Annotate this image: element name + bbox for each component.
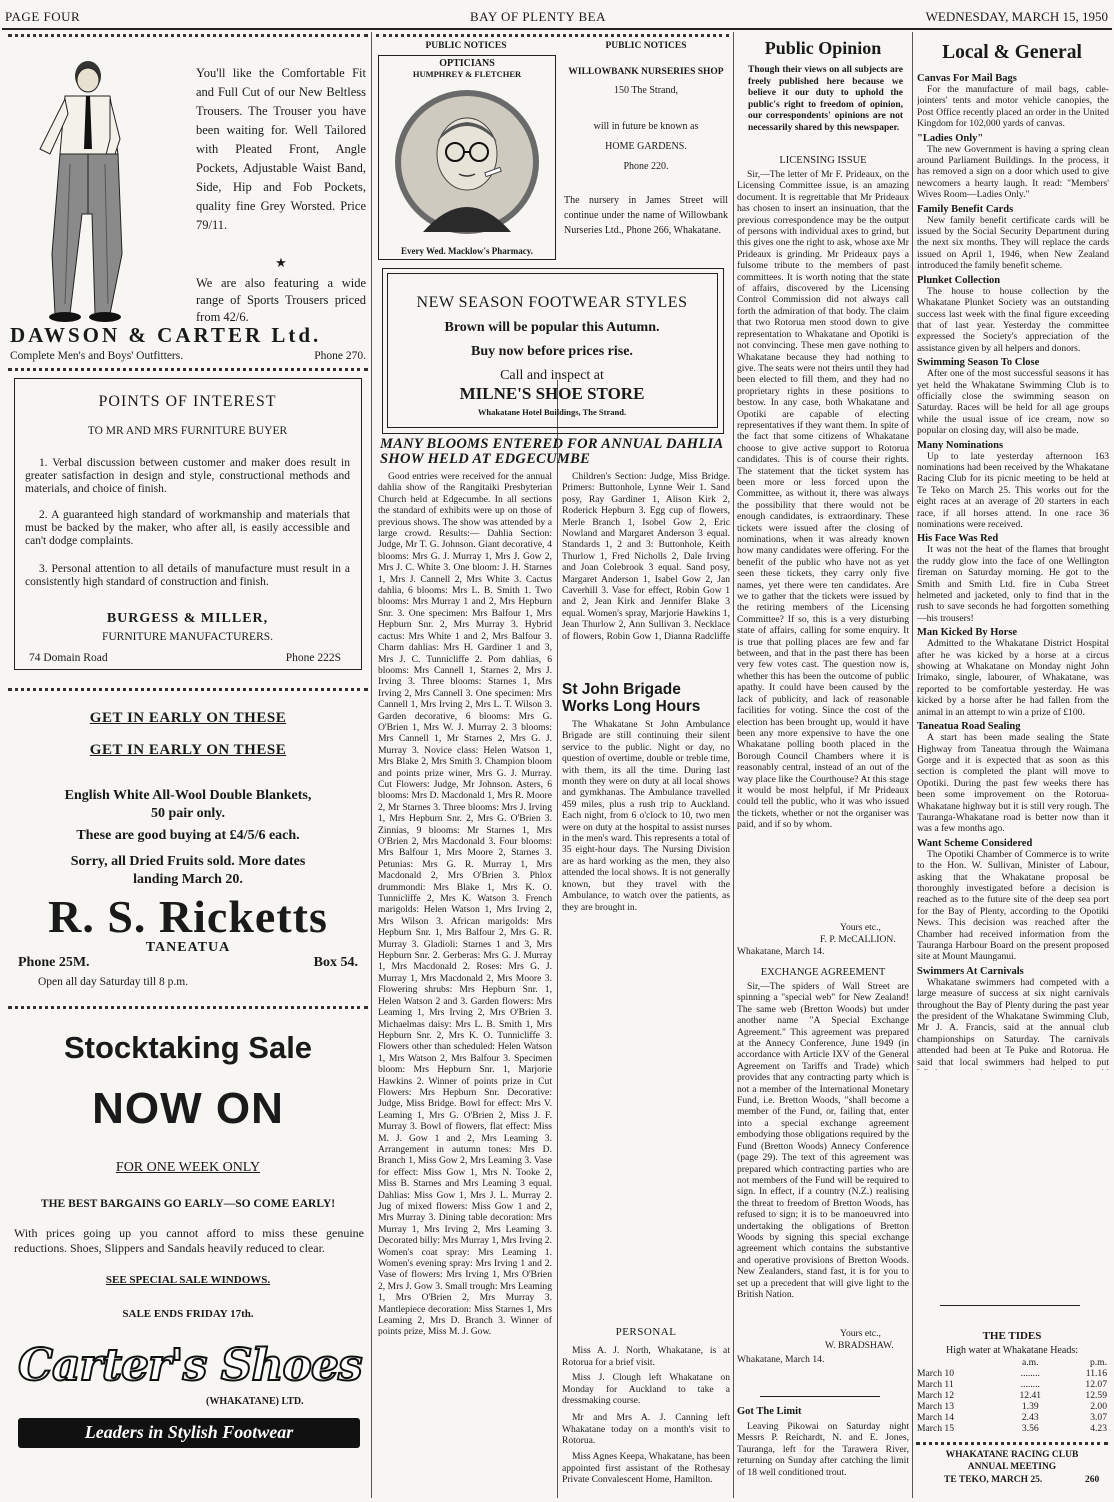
news-item: [917, 627, 1109, 718]
ricketts-line-2: 50 pair only.: [150, 806, 226, 821]
carters-logo: [18, 1340, 360, 1470]
personal-heading: PERSONAL: [615, 1326, 677, 1338]
tide-row: March 11 ........ 12.07: [917, 1379, 1107, 1390]
tide-row: March 10 ........ 11.16: [917, 1368, 1107, 1379]
ricketts-phone: Phone 25M.: [18, 955, 90, 970]
point-1: 1. Verbal discussion between customer and maker does result in greater satisfaction in design and style, constructional methods and materials, and choice of finish.: [25, 457, 350, 495]
ricketts-line-1: English White All-Wool Double Blankets,: [64, 788, 312, 803]
news-item-heading: Man Kicked By Horse: [917, 627, 1018, 639]
news-item-body: Admitted to the Whakatane District Hospital after he was kicked by a horse at a circus showing at Whakatane on Monday night John Irimako, single, labourer, of Whakatane, was reported to be comfortable yesterday. He was kicked by a horse after he had fallen from the animal in an attempt to win a prize of £100.: [917, 638, 1109, 718]
now-on-heading: NOW ON: [92, 1084, 284, 1133]
masthead: [0, 0, 1114, 30]
news-item: [917, 721, 1109, 835]
points-title: POINTS OF INTEREST: [98, 393, 277, 410]
special-windows: SEE SPECIAL SALE WINDOWS.: [105, 1274, 271, 1286]
limit-body: Leaving Pikowai on Saturday night Messrs P. Reichardt, N. and E. Jones, Tauranga, left for the Tarawera River, returning on Sunday after catching the limit of 18 well conditioned trout.: [737, 1421, 909, 1478]
licensing-yours: Yours etc.,: [840, 922, 881, 933]
personal-item: Miss Agnes Keepa, Whakatane, has been appointed first assistant of the Rothesay Private Convalescent Home, Hamilton.: [562, 1451, 730, 1486]
willowbank-new-name: HOME GARDENS.: [605, 141, 687, 152]
section-rule: [760, 1396, 880, 1397]
news-item-heading: His Face Was Red: [917, 533, 999, 545]
local-general-headline: Local & General: [942, 42, 1082, 63]
racing-meeting: ANNUAL MEETING: [967, 1462, 1057, 1472]
news-item-heading: "Ladies Only": [917, 132, 984, 144]
personal-item: Mr and Mrs A. J. Canning left Whakatane today on a month's visit to Rotorua.: [562, 1412, 730, 1447]
news-item-body: A start has been made sealing the State Highway from Taneatua through the Waimana Gorge and it is expected that as soon as this section is completed the plant will move to Opotiki. During the past few weeks there has been some improvement on the Rotorua-Whakatane highway but it is still very rough. The Tauranga-Whakatane road is better now than it was a few months ago.: [917, 732, 1109, 835]
burgess-miller-ad: [14, 378, 362, 670]
ricketts-line-4: Sorry, all Dried Fruits sold. More dates: [70, 854, 306, 869]
willowbank-title: WILLOWBANK NURSERIES SHOP: [568, 67, 724, 77]
paper-name: BAY OF PLENTY BEA: [470, 9, 606, 24]
carters-body: With prices going up you cannot afford to miss these genuine reductions. Shoes, Slippers and Sandals heavily reduced to clear.: [14, 1226, 364, 1255]
racing-venue: TE TEKO, MARCH 25.: [944, 1475, 1043, 1485]
sale-ends: SALE ENDS FRIDAY 17th.: [122, 1308, 254, 1320]
licensing-signature: F. P. McCALLION.: [820, 934, 896, 945]
column-rule: [557, 380, 558, 1498]
news-item-body: After one of the most successful seasons it has yet held the Whakatane Swimming Club is to officially close the swimming season on Saturday. Races will be held for all age groups while the usual issue of ice cream, now so popular on closing day, will also be made.: [917, 368, 1109, 437]
optician-caption: Every Wed. Macklow's Pharmacy.: [400, 246, 534, 256]
ad-border: [8, 688, 368, 691]
logo-slogan: Leaders in Stylish Footwear: [84, 1422, 294, 1442]
tides-table: [917, 1357, 1107, 1434]
milnes-address: Whakatane Hotel Buildings, The Strand.: [477, 407, 627, 417]
star-icon: ★: [275, 255, 287, 270]
ricketts-line-3: These are good buying at £4/5/6 each.: [76, 828, 300, 843]
tides-subheading: High water at Whakatane Heads:: [946, 1345, 1078, 1356]
tides-header-row: [917, 1357, 1107, 1368]
points-subtitle: TO MR AND MRS FURNITURE BUYER: [87, 425, 288, 437]
section-rule: [940, 1305, 1080, 1306]
news-item-body: The house to house collection by the Whakatane Plunket Society was an outstanding success last week with the final figure exceeding that of last year. Yesterday the committee expressed the Society's appreciation of the assistance given by all helpers and donors.: [917, 285, 1109, 354]
tides-heading: THE TIDES: [982, 1330, 1042, 1342]
racing-club-name: WHAKATANE RACING CLUB: [945, 1450, 1079, 1460]
week-only: FOR ONE WEEK ONLY: [115, 1160, 261, 1175]
ad-border: [8, 34, 368, 37]
column-rule: [371, 32, 372, 1498]
burgess-address: 74 Domain Road: [29, 652, 108, 664]
issue-date: WEDNESDAY, MARCH 15, 1950: [925, 9, 1108, 24]
news-item: [917, 133, 1109, 201]
willowbank-notice: [562, 55, 730, 260]
news-item-body: The Opotiki Chamber of Commerce is to write to the Hon. W. Sullivan, Minister of Labour, asking that the Whakatane proposal be thoroughly investigated before a decision is reached as to the future site of the deep sea port for the Bay of Plenty, according to the Opotiki News. This decision was reached after the Chamber had received information from the Tauranga Harbour Board on the present proposed site at Mount Maunganui.: [917, 848, 1109, 963]
ricketts-ad: [8, 700, 368, 1010]
notice-border: [376, 34, 729, 37]
burgess-phone: Phone 222S: [285, 652, 341, 664]
ricketts-town: TANEATUA: [145, 940, 231, 955]
tide-row: March 12 12.41 12.59: [917, 1390, 1107, 1401]
exchange-signature: W. BRADSHAW.: [825, 1340, 894, 1351]
milnes-line-2: Buy now before prices rise.: [471, 344, 633, 359]
racing-border: [916, 1442, 1108, 1445]
news-item-body: New family benefit certificate cards will be issued by the Social Security Department during the next six months. They will replace the cards issued on April 1, 1946, when New Zealand introduced the family benefit scheme.: [917, 214, 1109, 272]
logo-script: Carter's Shoes: [18, 1340, 362, 1391]
dawson-body: You'll like the Comfortable Fit and Full Cut of our New Beltless Trousers. The Trouser you have been waiting for. Well Tailored with Pleated Front, Angle Pockets, Adjustable Waist Band, Side, Hip and Fob Pockets, quality fine Grey Worsted. Price 79/11.: [196, 66, 366, 232]
ad-border: [8, 1006, 368, 1009]
column-rule: [733, 32, 734, 1498]
best-bargains: THE BEST BARGAINS GO EARLY—SO COME EARLY!: [40, 1198, 336, 1210]
exchange-yours: Yours etc.,: [840, 1328, 881, 1339]
milnes-ad: [382, 268, 724, 434]
stocktaking-heading: Stocktaking Sale: [63, 1030, 313, 1065]
news-item: [917, 838, 1109, 963]
milnes-line-3: Call and inspect at: [500, 368, 604, 383]
masthead-rule: [2, 28, 1112, 30]
dawson-tagline: Complete Men's and Boys' Outfitters.: [10, 350, 184, 362]
news-item-heading: Want Scheme Considered: [917, 837, 1033, 849]
exchange-place: Whakatane, March 14.: [737, 1354, 825, 1365]
news-item-heading: Taneatua Road Sealing: [917, 721, 1021, 733]
dawson-phone: Phone 270.: [314, 350, 366, 362]
opticians-label: OPTICIANS: [439, 58, 495, 69]
public-notices-heading: PUBLIC NOTICES: [425, 41, 507, 51]
news-item-heading: Family Benefit Cards: [917, 203, 1014, 215]
optician-portrait: [393, 82, 541, 242]
milnes-name: MILNE'S SHOE STORE: [459, 384, 645, 403]
point-2: 2. A guaranteed high standard of workmanship and materials that must be backed by the maker, who after all, is easily accessible and can't dodge complaints.: [25, 509, 350, 547]
milnes-inner-frame: [387, 273, 718, 428]
willowbank-address: 150 The Strand,: [614, 85, 678, 96]
burgess-subtitle: FURNITURE MANUFACTURERS.: [101, 631, 274, 643]
opinion-headline: Public Opinion: [764, 38, 882, 58]
opticians-name: HUMPHREY & FLETCHER: [412, 69, 522, 79]
dawson-carter-ad: [8, 40, 368, 360]
ricketts-hours: Open all day Saturday till 8 p.m.: [38, 976, 189, 988]
burgess-name: BURGESS & MILLER,: [106, 611, 269, 626]
news-item: [917, 204, 1109, 272]
willowbank-phone: Phone 220.: [623, 161, 669, 172]
news-item: [917, 275, 1109, 354]
news-item-heading: Swimming Season To Close: [917, 357, 1040, 369]
news-item: [917, 533, 1109, 624]
dahlia-article-col-b: Children's Section: Judge, Miss Bridge. Primers: Buttonhole, Lynne Weir 1. Sand posy, Ray Gardiner 1, Alison Kirk 2, Roderick Hepburn 3. Egg cup of flowers, Merle Branch 1, Isobel Gow 2, Eric Nowland and Margaret Anderson 3 equal. Standards 1, 2 and 3: Buttonhole, Keith Thurlow 1, Fred Nicholls 2, Dale Irving and Joan Colebrook 3 equal. Sand posy, Margaret Anderson 1, Isabel Gow 2, Jan Caverhill 3. Vase for effect, Robin Gow 1 and 2, Jean Kirk and Jennifer Blake 3 equal. Women's spray, Marjorie Hawkins 1, Jean Thurlow 2, Ann Sullivan 3. Necklace of flowers, Robin Gow 1, Dianna Radcliffe: [562, 471, 730, 641]
news-item-body: Whakatane swimmers had competed with a large measure of success at six night carnivals throughout the Bay of Plenty during the past year the president of the Whakatane Swimming Club, Mr J. A. Francis, said at the annual club championships on Saturday. The carnivals attended had been at Te Puke and Rotorua. He said that local swimmers had helped to put: [917, 976, 1109, 1068]
man-illustration: [10, 54, 160, 324]
opinion-intro: Though their views on all subjects are freely published here because we believe it our duty to uphold the public's right to freedom of opinion, our correspondents' opinions are not necessarily shared by this newspaper.: [748, 65, 903, 133]
willowbank-body: The nursery in James Street will continue under the name of Willowbank Nurseries Ltd., Phone 266, Whakatane.: [564, 195, 728, 236]
news-item: [917, 73, 1109, 130]
ricketts-heading-1: GET IN EARLY ON THESE: [89, 710, 287, 726]
licensing-place: Whakatane, March 14.: [737, 946, 825, 957]
exchange-heading: EXCHANGE AGREEMENT: [760, 967, 886, 978]
tide-row: March 13 1.39 2.00: [917, 1401, 1107, 1412]
optician-ad: [378, 55, 556, 260]
column-rule: [912, 32, 913, 1498]
limit-heading: Got The Limit: [737, 1406, 802, 1417]
news-item-body: For the manufacture of mail bags, cable-jointers' tents and motor vehicle canopies, the Post Office recently placed an order in the United Kingdom for 102,000 yards of canvas.: [917, 84, 1109, 130]
personal-item: Miss J. Clough left Whakatane on Monday for Auckland to take a dressmaking course.: [562, 1372, 730, 1407]
news-item-body: It was not the heat of the flames that brought the ruddy glow into the face of one Wellington fireman on Saturday morning. He got to the Smith and Smith Ltd. fire in Cuba Street helmeted and jacketed, only to find that in the rush to save seconds he had forgotten something—his trousers!: [917, 544, 1109, 624]
carters-ad: [8, 1018, 368, 1496]
dahlia-headline: MANY BLOOMS ENTERED FOR ANNUAL DAHLIA SHOW HELD AT EDGECUMBE: [380, 436, 723, 467]
point-3: 3. Personal attention to all details of manufacture must result in a consistently high standard of construction and finish.: [25, 563, 350, 588]
pm-label: p.m.: [1089, 1357, 1107, 1368]
stjohn-body: The Whakatane St John Ambulance Brigade are still continuing their silent service to the public. Night or day, no question of overtime, double or treble time, with them, its all the time. During last month they were on duty at all local shows and gymkhanas. The Ambulance travelled 459 miles, plus a rush trip to Auckland. Each night, from 6 o'clock to 10, two men were on duty at the hospital to assist nurses in the men's ward. This represents a total of 35 eight-hour days. The Nursing Division are as hard working as the men, they also attended the local shows. It is not generally known, but they travel with the Ambulance, to watch over the patients, as they are brought in.: [562, 719, 730, 913]
ricketts-line-5: landing March 20.: [133, 872, 243, 887]
personal-item: Miss A. J. North, Whakatane, is at Rotorua for a brief visit.: [562, 1345, 730, 1368]
ricketts-box: Box 54.: [313, 955, 358, 970]
news-item-heading: Plunket Collection: [917, 274, 1001, 286]
tide-row: March 14 2.43 3.07: [917, 1412, 1107, 1423]
milnes-heading: NEW SEASON FOOTWEAR STYLES: [416, 294, 688, 311]
news-item-body: Up to late yesterday afternoon 163 nominations had been received by the Whakatane Racing Club for its picnic meeting to be held at Te Teko on March 25. This works out for the eight races at an average of 20 starters in each race, if all horses attend. In one race 36 nominations were received.: [917, 450, 1109, 530]
news-item: [917, 357, 1109, 436]
logo-slogan-banner: [18, 1418, 360, 1448]
willowbank-line: will in future be known as: [593, 121, 699, 132]
dahlia-article-col-a: Good entries were received for the annual dahlia show of the Rangitaiki Presbyterian Church held at Edgecumbe. In all sections the standard of exhibits were up on those of previous shows. The show was attended by a large crowd. Results:— Dahlia Section: Judge, Mr T. G. Johnson. Giant decorative, 4 blooms: Mrs G. J. Murray 1, Mrs J. Gow 2, Mrs J. C. White 3. One bloom: J. H. Starnes 1, Mrs J. Cannell 2, Mrs White 3. Cactus dahlia, 6 blooms: Mrs L. B. Smith 1. Two blooms: Mrs Murray 1 and 2, Mrs Hepburn Snr. 3. One specimen: Mrs Balfour 1, Mrs Hepburn Snr. 2, Mrs Murray 3. Hybrid cactus: Mrs White 1 and 2, Mrs Balfour 3. Charm dahlias: Mrs H. Gardiner 1 and 3, Mrs J. C. Tunnicliffe 2. Pom dahlias, 6 blooms: Mrs Cannell 1, Starnes 2, Mrs J. Irving 3. Three blooms: Starnes 1, Mrs Irving 2, Mrs Cannell 3. One specimen: Mrs Cannell 1, Mrs Irving 2, Mrs L. T. Wilson 3. Garden decorative, 6 blooms: Mrs G. O'Brien 1, Mrs W. J. Murray 2. 3 blooms: Mrs Cannell 1, Mr Starnes 2, Mrs G. J. Murray 3. Novice class: Helen Watson 1, Mrs Blake 2, Mrs Smith 3. Champion bloom and points prize winer, Mrs G. J. Murray. Cut Flowers: Judge, Mr Johnson. Asters, 6 blooms: Mrs D. Macdonald 1, Mrs R. Moore 2, Mr Starnes 3. Three blooms: Mrs J. Irving 1, Mrs Hepburn Snr. 2, Mrs G. O'Brien 3. Zinnias, 9 blooms: Mr Starnes 1, Mrs O'Brien 2, Mrs Macdonald 3. Four blooms: Mrs Balfour 1, Mrs Moore 2, Starnes 3. Petunias: Mrs G. R. Murray 1, Mrs Macdonald 2, Mrs O'Brien 3. Phlox drummondi: Mrs Blake 1, Mrs K. O. Tunnicliffe 2, Mrs K. Watson 3. French marigolds: Helen Watson 1, Mrs Irving 2, Mrs Wilson 3. African marigolds: Mrs Hepburn Snr. 1, Mrs Balfour 2, Mrs G. R. Murray 3. Gladioli: Starnes 1 and 3, Mrs Hepburn Snr. 2. Gerberas: Mrs G. J. Murray 1, Mrs Macdonald 2. Roses: Mrs G. J. Murray 1, Mrs Macdonald 2, Mrs Moore 3. Flowering shrubs: Mrs Hepburn Snr. 1, Helen Watson 2 and 3. Garden flowers: Mrs Leaming 1, Mrs Irving 2, Mrs O'Brien 3. Michaelmas daisy: Mrs L. B. Smith 1, Mrs Hepburn Snr. 2, Mrs K. O. Tunnicliffe 3. Flowers other than scheduled: Helen Watson 1, Mrs Watson 2, Mrs Balfour 3. Specimen bloom: Mrs Hepburn Snr. 1, Marjorie Hawkins 2. Winner of points prize in Cut Flowers: Mrs Hepburn Snr. Decorative: Judge, Miss Bridge. Bowl for effect: Mrs V. Leaming 1, Mrs G. O'Brien 2, Miss J. F. Murray 3. Bowl of flowers, flat effect: Miss M. J. Gow 1 and 2, Mrs Leaming 3. Arrangement in autumn tones: Mrs D. Branch 1, Miss Gow 2, Mrs Leaming 3. Vase for effect: Miss Gow 1, Mrs N. Tooke 2, Miss B. Starnes and Mrs Leaming 3 equal. Dahlias: Miss Gow 1, Mrs J. L. Murray 2. Jug of mixed flowers: Miss Gow 1 and 2, Mrs Murray 3. Dining table decoration: Mrs Murray 1, Mrs Irving 2, Mrs Leaming 3. Decorated billy: Mrs Murray 1, Mrs Irving 2. Women's coat spray: Mrs Leaming 1. Women's evening spray: Mrs Irving 1 and 2. Vase of flowers: Mrs Irving 1, Mrs O'Brien 2, Mrs J. Gow 3. Small trough: Mrs Leaming 1, Mrs O'Brien 2, Mrs Murray 3. Mantlepiece decoration: Miss Starnes 1, Mrs Leaming 2, Mrs D. Branch 3. Winner of points prize, Miss M. J. Gow.: [378, 471, 552, 1338]
ad-border: [8, 368, 368, 371]
news-item-body: The new Government is having a spring clean around Parliament Buildings. In the process, it has removed a sign on a door which used to give newcomers a hearty laugh. It read: "Members' Wives Room—Ladies Only.": [917, 143, 1109, 201]
news-item: [917, 440, 1109, 531]
exchange-body: Sir,—The spiders of Wall Street are spinning a "special web" for New Zealand! The same web (Bretton Woods) but under another name "A Special Exchange Agreement." This agreement was prepared at the Annecy Conference, June 1949 (in accordance with Article IXV of the General Agreement on Tariffs and Trade) which provides that any contracting party which is not a member of the International Monetary Fund, i.e. Bretton Woods, "shall become a member of the Fund, or, failing that, enter into a special exchange agreement embodying those obligations required by the Fund (Bretton Woods) Annecy Conference (page 29). The text of this agreement was prepared which contracting parties who are not members of the Fund will be required to sign. In effect, if a country (N.Z.) realising the threat to freedom of Bretton Woods, has refused to sign; it is to be manoeuvred into undertaking the obligations of Bretton Woods by signing this special exchange agreement which contains the substantive and operative provisions of Bretton Woods. New Zealanders, stand fast, it is for you to set up a precedent that will give light to the British Nation.: [737, 981, 909, 1300]
news-item-heading: Many Nominations: [917, 439, 1004, 451]
dawson-name: DAWSON & CARTER Ltd.: [10, 323, 322, 347]
tide-row: March 15 3.56 4.23: [917, 1423, 1107, 1434]
dawson-body-2: We are also featuring a wide range of Sports Trousers priced from 42/6.: [196, 276, 366, 324]
news-item-heading: Swimmers At Carnivals: [917, 965, 1024, 977]
licensing-heading: LICENSING ISSUE: [779, 155, 867, 166]
news-item: [917, 966, 1109, 1070]
news-item-heading: Canvas For Mail Bags: [917, 73, 1017, 84]
ricketts-name: R. S. Ricketts: [48, 891, 328, 942]
local-general-list: [917, 70, 1109, 1070]
stjohn-headline: St John Brigade Works Long Hours: [562, 681, 701, 715]
ricketts-heading-2: GET IN EARLY ON THESE: [89, 742, 287, 758]
milnes-line-1: Brown will be popular this Autumn.: [444, 320, 660, 335]
page-number: PAGE FOUR: [5, 9, 81, 24]
logo-ltd: (WHAKATANE) LTD.: [206, 1396, 304, 1407]
licensing-body: Sir,—The letter of Mr F. Prideaux, on the Licensing Committee issue, is an amazing document. It is regrettable that Mr Prideaux has chosen to insert an insinuation, that the previous correspondence may be the output of persons with individual axes to grind, but this gives one the right to ask, whose axe Mr Prideaux is grinding. Mr Prideaux pays a fulsome tribute to the members of past committees. It is worth noting that the state of affairs, discovered by the Licensing Control Commission did not always call forth the admiration of that body. The claim that two Rotorua men stood down to give representation to Whakatane and Opotiki is not convincing. These men gave nothing to Whakatane because they had nothing to give. The seats were not theirs until they had been elected to fill them, and they had no proprietary rights in these positions to bestow. In any case, both Whakatane and Opotiki are capable of electing representatives if they want them. In spite of the fact that some citizens of Whakatane choose to give active support to Rotorua candidates. This is of course their rights. The statement that the ticket system has been more or less forced upon the Committee, as without it, there was always the possibility that there would not be enough candidates, is extraordinary. These tickets were issued after the closing of nominations, when it was already known how many candidates were offering. For the benefit of the public who have not as yet seen these tickets, they carry only five names, yet there were ten candidates. Are we to gather that the tickets were issued by the retiring members of the Licensing Committee? If so, this is a very disturbing state of affairs, calling for some enquiry. It is true that polling places are few and far between, and that in the past there has been very few votes cast. The question now is, whether this has been the outcome of public apathy. It could have been caused by the lack of publicity, and lack of reasonable facilities for voting. Since the cost of the election has been brought up, would it have been any more expensive to have the one Whakatane polling booth placed in the Borough Council Chambers where it is reasonably central, instead of an out of the way place like the Courthouse? At this stage it would be most helpful, if Mr Prideaux could tell the public, who it was who issued the tickets, whether or not the organiser was paid, and if so by whom.: [737, 169, 909, 831]
am-label: a.m.: [1022, 1357, 1039, 1368]
public-notices-heading: PUBLIC NOTICES: [605, 41, 687, 51]
racing-number: 260: [1085, 1475, 1100, 1485]
